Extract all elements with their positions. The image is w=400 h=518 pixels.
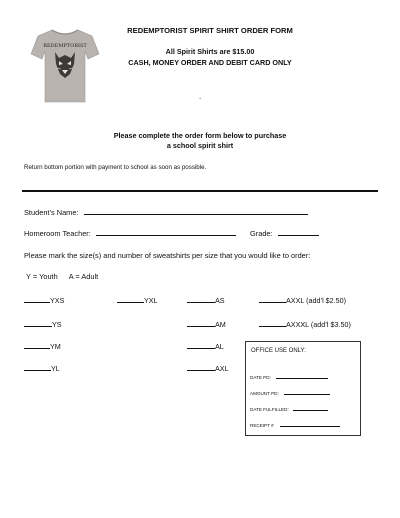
office-date-pd-field[interactable] [276,374,328,379]
legend-adult: A = Adult [68,272,99,281]
payment-line: CASH, MONEY ORDER AND DEBIT CARD ONLY [128,58,292,67]
size-am [187,319,226,329]
office-amount-pd-field[interactable] [284,390,330,395]
qty-yxl-field[interactable] [117,295,144,303]
size-axxl [259,295,346,305]
price-line: All Spirit Shirts are $15.00 [165,47,255,56]
qty-as-field[interactable] [187,295,215,303]
size-am-label: AM [215,320,226,329]
office-date-pd-label: DATE PD: [250,375,271,380]
student-name-label: Student’s Name: [24,208,79,217]
student-name-field[interactable] [84,207,308,215]
teacher-field[interactable] [96,228,236,236]
qty-ys-field[interactable] [24,319,52,327]
student-name-row [24,207,308,217]
office-receipt-label: RECEIPT # [250,423,274,428]
qty-yxs-field[interactable] [24,295,50,303]
office-amount-pd-row [250,390,330,396]
size-yl-label: YL [51,364,60,373]
size-al [187,341,224,351]
office-date-fulfilled-label: DATE FULFILLED: [250,407,289,412]
qty-al-field[interactable] [187,341,215,349]
office-use-box [245,341,361,436]
intro-line-1: Please complete the order form below to purchase [113,131,287,140]
size-yxl [117,295,158,305]
cut-line-divider [22,190,378,192]
intro-text [60,131,340,151]
shirt-print-text: REDEMPTORIST [43,43,87,49]
office-date-fulfilled-field[interactable] [293,406,328,411]
qty-yl-field[interactable] [24,363,51,371]
office-date-fulfilled-row [250,406,328,412]
size-yl [24,363,60,373]
intro-line-2: a school spirit shirt [166,141,234,150]
size-as-label: AS [215,296,225,305]
size-as [187,295,225,305]
grade-field[interactable] [278,228,319,236]
office-amount-pd-label: AMOUNT PD: [250,391,279,396]
size-ym-label: YM [50,342,61,351]
size-axl [187,363,229,373]
office-use-title: OFFICE USE ONLY: [251,348,306,354]
form-title: REDEMPTORIST SPIRIT SHIRT ORDER FORM [127,26,293,35]
office-receipt-row [250,422,340,428]
size-ys [24,319,62,329]
size-axxl-label: AXXL (add’l $2.50) [286,296,347,305]
size-axxxl-label: AXXXL (add’l $3.50) [286,320,351,329]
size-legend [26,272,98,281]
size-ym [24,341,61,351]
qty-axxxl-field[interactable] [259,319,286,327]
teacher-row [24,228,236,238]
size-axl-label: AXL [215,364,229,373]
qty-axxl-field[interactable] [259,295,286,303]
size-yxs [24,295,64,305]
instructions: Please mark the size(s) and number of sweatshirts per size that you would like to order: [24,251,311,260]
office-date-pd-row [250,374,328,380]
size-yxs-label: YXS [50,296,65,305]
legend-youth: Y = Youth [26,272,58,281]
stray-dot: . [199,92,202,101]
teacher-label: Homeroom Teacher: [24,229,91,238]
qty-axl-field[interactable] [187,363,215,371]
grade-label: Grade: [250,229,273,238]
size-axxxl [259,319,351,329]
return-note: Return bottom portion with payment to school as soon as possible. [24,164,207,171]
size-al-label: AL [215,342,224,351]
office-receipt-field[interactable] [280,422,340,427]
grade-row [250,228,319,238]
size-yxl-label: YXL [144,296,158,305]
spirit-shirt-image [30,24,100,104]
qty-am-field[interactable] [187,319,215,327]
size-ys-label: YS [52,320,62,329]
price-info [95,46,325,68]
qty-ym-field[interactable] [24,341,50,349]
